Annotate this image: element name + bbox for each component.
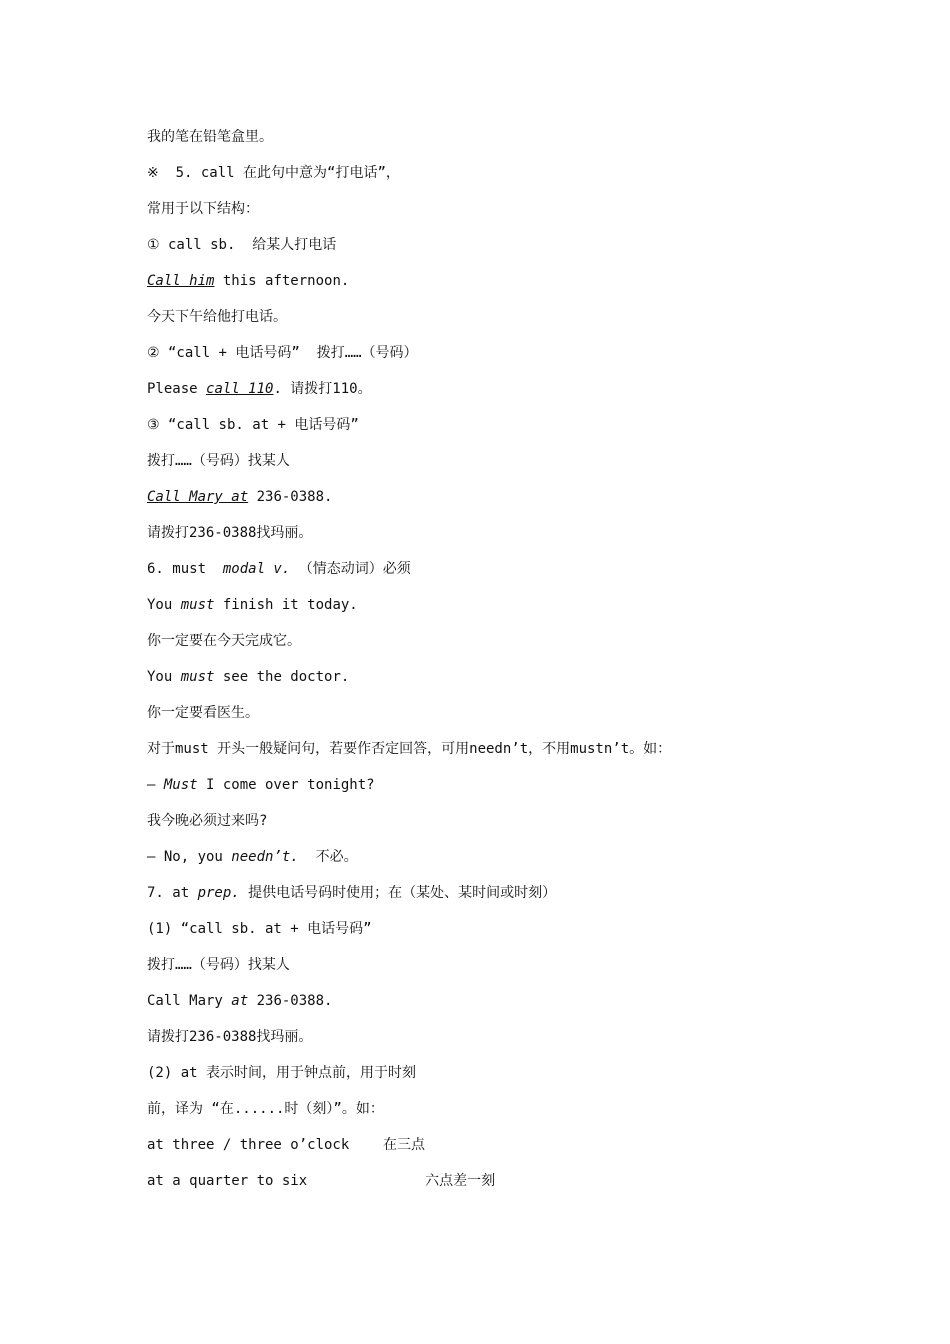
text-line	[147, 448, 867, 484]
line-text: 拨打……（号码）找某人	[147, 957, 290, 973]
text-line	[147, 916, 867, 952]
line-text: finish it today.	[214, 597, 358, 613]
line-text: — No, you	[147, 849, 232, 865]
line-text: 我今晚必须过来吗?	[147, 813, 268, 829]
line-text: 常用于以下结构：	[147, 201, 259, 217]
line-text: 我的笔在铅笔盒里。	[147, 129, 273, 145]
line-text: Please	[147, 381, 207, 397]
text-line	[147, 556, 867, 592]
emphasized-text: must	[180, 669, 215, 685]
text-line	[147, 1060, 867, 1096]
line-text: see the doctor.	[214, 669, 350, 685]
line-text: 你一定要在今天完成它。	[147, 633, 301, 649]
text-line	[147, 304, 867, 340]
text-line	[147, 1096, 867, 1132]
text-line	[147, 880, 867, 916]
text-line	[147, 484, 867, 520]
line-text: 7. at	[147, 885, 198, 901]
line-text: I come over tonight?	[197, 777, 375, 793]
emphasized-text: Call him	[147, 273, 215, 289]
line-text: 拨打……（号码）找某人	[147, 453, 290, 469]
emphasized-text: modal v.	[222, 561, 291, 577]
line-text: Call Mary	[147, 993, 232, 1009]
text-line	[147, 124, 867, 160]
text-line	[147, 700, 867, 736]
line-text: 对于must 开头一般疑问句，若要作否定回答，可用needn’t，不用mustn’t。如：	[147, 741, 672, 757]
line-text: . 请拨打110。	[273, 381, 372, 397]
line-text: (2) at 表示时间，用于钟点前，用于时刻	[147, 1065, 417, 1081]
emphasized-text: at	[231, 993, 249, 1009]
line-text: 请拨打236-0388找玛丽。	[147, 525, 313, 541]
emphasized-text: prep.	[197, 885, 240, 901]
line-text: 请拨打236-0388找玛丽。	[147, 1029, 313, 1045]
line-text: 提供电话号码时使用；在（某处、某时间或时刻）	[239, 885, 557, 901]
text-line	[147, 844, 867, 880]
document-page	[147, 124, 867, 1204]
text-line	[147, 1024, 867, 1060]
line-text: at a quarter to six 六点差一刻	[147, 1173, 496, 1189]
line-text: You	[147, 669, 181, 685]
line-text: ② “call + 电话号码” 拨打……（号码）	[147, 345, 418, 361]
text-line	[147, 196, 867, 232]
line-text: ③ “call sb. at + 电话号码”	[147, 417, 359, 433]
text-line	[147, 592, 867, 628]
text-line	[147, 664, 867, 700]
line-text: —	[147, 777, 164, 793]
text-line	[147, 160, 867, 196]
line-text: 你一定要看医生。	[147, 705, 259, 721]
text-line	[147, 772, 867, 808]
emphasized-text: call 110	[206, 381, 274, 397]
emphasized-text: Must	[163, 777, 198, 793]
text-line	[147, 268, 867, 304]
text-line	[147, 988, 867, 1024]
line-text: (1) “call sb. at + 电话号码”	[147, 921, 372, 937]
text-line	[147, 1168, 867, 1204]
emphasized-text: needn’t.	[231, 849, 299, 865]
text-line	[147, 376, 867, 412]
line-text: You	[147, 597, 181, 613]
line-text: ※ 5. call 在此句中意为“打电话”，	[147, 165, 400, 181]
text-line	[147, 340, 867, 376]
text-line	[147, 808, 867, 844]
text-line	[147, 232, 867, 268]
line-text: 236-0388.	[248, 993, 333, 1009]
text-line	[147, 628, 867, 664]
line-text: 不必。	[298, 849, 358, 865]
emphasized-text: must	[180, 597, 215, 613]
text-line	[147, 1132, 867, 1168]
line-text: （情态动词）必须	[290, 561, 411, 577]
emphasized-text: Call Mary at	[147, 489, 249, 505]
text-line	[147, 736, 867, 772]
line-text: 6. must	[147, 561, 223, 577]
text-line	[147, 952, 867, 988]
line-text: this afternoon.	[214, 273, 350, 289]
line-text: 今天下午给他打电话。	[147, 309, 287, 325]
line-text: ① call sb. 给某人打电话	[147, 237, 337, 253]
text-line	[147, 520, 867, 556]
line-text: 236-0388.	[248, 489, 333, 505]
text-line	[147, 412, 867, 448]
line-text: 前，译为 “在......时（刻）”。如：	[147, 1101, 384, 1117]
line-text: at three / three o’clock 在三点	[147, 1137, 426, 1153]
